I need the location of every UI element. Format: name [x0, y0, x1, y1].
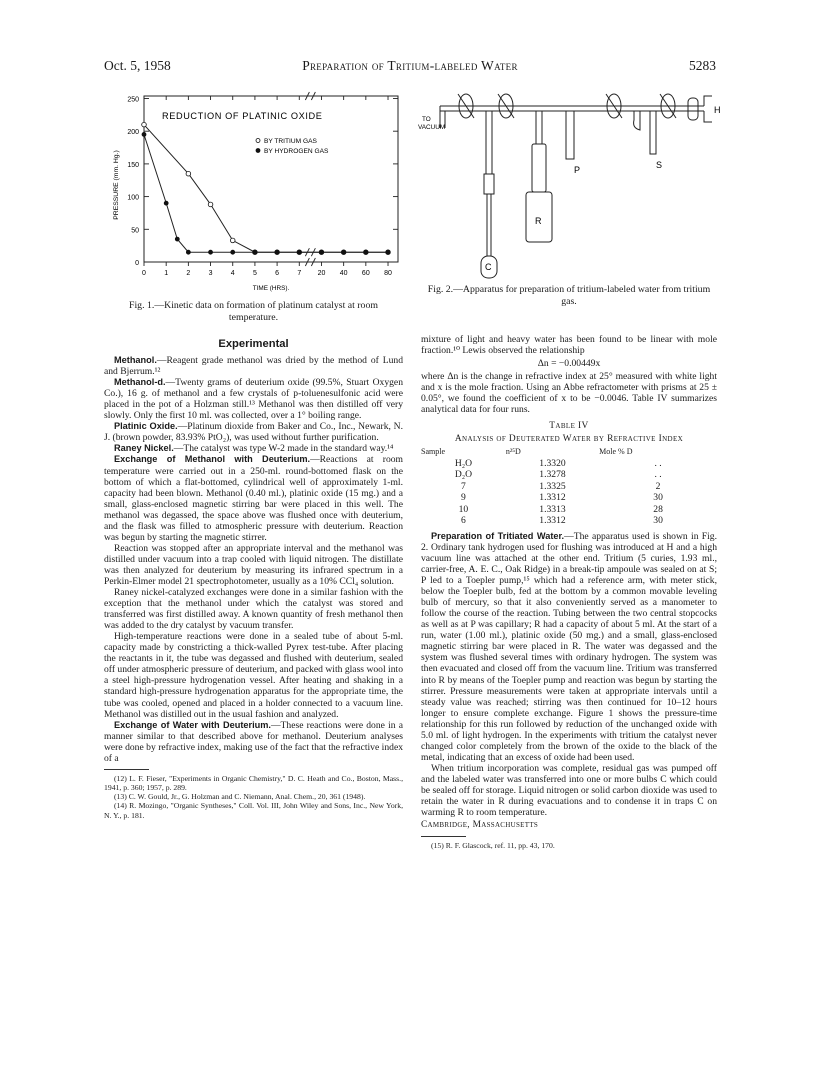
figure-1-caption: Fig. 1.—Kinetic data on formation of platinum catalyst at room temperature.: [129, 300, 378, 323]
paragraph-text: —The catalyst was type W-2 made in the standard way.¹⁴: [173, 443, 394, 455]
x-tick-label: 6: [275, 270, 280, 277]
to-vacuum-label-top: TO: [422, 116, 431, 123]
data-point-tritium: [186, 171, 191, 176]
h-valve-body: [688, 98, 698, 120]
data-point-hydrogen: [319, 250, 323, 254]
table-row: [421, 504, 717, 516]
p-branch: [566, 111, 574, 159]
table-cell-sample: 6: [461, 515, 466, 527]
figure-2-caption: Fig. 2.—Apparatus for preparation of tritium-labeled water from tritium gas.: [427, 284, 711, 307]
legend-label-tritium: BY TRITIUM GAS: [264, 138, 317, 145]
r-joint: [532, 144, 546, 192]
paragraph-reaction-stopped: [104, 543, 403, 587]
paragraph-text: —Reagent grade methanol was dried by the method of Lund and Bjerrum.¹²: [104, 355, 403, 378]
figure-2-apparatus-diagram: [418, 84, 722, 280]
run-in-head: Exchange of Water with Deuterium.: [114, 719, 271, 730]
data-point-hydrogen: [275, 250, 279, 254]
right-text-column: [421, 334, 717, 850]
table-cell-mole-percent: 2: [655, 480, 661, 492]
to-vacuum-label-bottom: VACUUM: [418, 124, 446, 131]
x-tick-label: 60: [361, 270, 370, 277]
equation: Δn = −0.00449x: [537, 358, 601, 370]
main-manifold-line: [440, 106, 704, 111]
y-tick-label: 250: [127, 96, 139, 104]
data-point-hydrogen: [209, 250, 213, 254]
table-row: [421, 515, 717, 527]
run-in-head: Methanol-d.: [114, 377, 166, 388]
data-point-tritium: [142, 122, 147, 127]
r-branch: [536, 111, 542, 144]
paragraph-high-temperature: [104, 631, 403, 719]
header-date: Oct. 5, 1958: [104, 58, 171, 73]
data-point-tritium: [230, 238, 235, 243]
table-header-index: n²⁵D: [505, 447, 521, 457]
table-row: [421, 458, 717, 470]
x-axis-label: TIME (HRS).: [252, 285, 290, 292]
paragraph-text: Reaction was stopped after an appropriate interval and the methanol was distilled under vacuum into a trap cooled with liquid nitrogen. The distillate was then analyzed for deuterium by measuring its infrared spectrum in a Perkin-Elmer model 21 spectrophotometer, usually as a 10% CCl₄ solution.: [104, 542, 403, 587]
paragraph-methanol-d: [104, 377, 403, 421]
table-cell-index: 1.3278: [539, 469, 566, 481]
running-header: [104, 58, 716, 76]
institution-place: Cambridge, Massachusetts: [421, 820, 539, 831]
table-cell-index: 1.3325: [539, 480, 566, 492]
x-tick-label: 0: [142, 270, 146, 277]
paragraph-text: —These reactions were done in a manner similar to that described above for methanol. Deuterium analyses were done by refractive index, making use of the fact that the refractive index of a: [104, 719, 403, 764]
run-in-head: Methanol.: [114, 355, 157, 366]
footnote-12: (12) L. F. Fieser, "Experiments in Organic Chemistry," D. C. Heath and Co., Boston, Mass., 1941, p. 360; 1957, p. 289.: [104, 773, 403, 792]
footnote-rule: [104, 769, 149, 770]
h-branch-bulb: [634, 111, 640, 130]
data-point-hydrogen: [386, 250, 390, 254]
table-cell-mole-percent: . .: [654, 457, 662, 469]
data-point-hydrogen: [231, 250, 235, 254]
run-in-head: Exchange of Methanol with Deuterium.: [114, 454, 311, 465]
paragraph-text: —The apparatus used is shown in Fig. 2. Ordinary tank hydrogen used for flushing was introduced at H and a high vacuum line was attached at the other end. Tritium (5 curies, 1.93 ml., carrier-free, A. E. C., Oak Ridge) in a break-tip ampoule was sealed on at S; P led to a Toepler pump,¹⁵ which had a reference arm, with meter stick, below the Toepler bulb, fed at the bottom by a common movable leveling bulb of mercury, so that it also conveniently served as a manometer to follow the course of the reaction. Tubing between the two central stopcocks as well as at P was capillary; R had a capacity of about 5 ml. At the start of a run, water (1.00 ml.), platinic oxide (50 mg.) and a small, glass-enclosed magnetic stirring bar were placed in R. The water was degassed and the system was flushed several times with ordinary hydrogen. The system was then evacuated and closed off from the vacuum line. Tritium was transferred into R by means of the Toepler pump and reaction was begun by starting the stirrer. Pressure measurements were taken at appropriate intervals until a steady value was reached; stirring was then continued for 10–12 hours longer to ensure complete exchange. Figure 1 shows the pressure-time relationship for this run followed by reduction of the unchanged oxide with 5.0 ml. of light hydrogen. In the experiments with tritium the catalyst never changed color completely from the brown of the oxide to the black of the metal, indicating that an excess of oxide had been used.: [421, 530, 717, 763]
legend-marker-hydrogen: [256, 149, 260, 153]
paragraph-text: —Platinum dioxide from Baker and Co., Inc., Newark, N. J. (brown powder, 83.93% PtO₂), was used without further purification.: [104, 421, 403, 444]
table-cell-sample: 7: [461, 480, 466, 492]
table-cell-index: 1.3313: [539, 503, 566, 515]
x-tick-label: 3: [208, 270, 213, 277]
table-cell-sample: D₂O: [454, 469, 473, 481]
x-tick-label: 80: [384, 270, 392, 277]
table-row: [421, 481, 717, 493]
data-point-hydrogen: [175, 237, 179, 241]
table-cell-mole-percent: 28: [653, 503, 663, 515]
table-cell-index: 1.3320: [539, 457, 566, 469]
table-header-row: [421, 446, 717, 458]
table-iv: [421, 446, 717, 527]
table-caption: Table IV: [549, 421, 589, 432]
y-tick-label: 100: [127, 194, 139, 202]
paragraph-methanol: [104, 355, 403, 377]
label-c: C: [485, 262, 492, 272]
x-tick-label: 7: [297, 270, 302, 277]
run-in-head: Preparation of Tritiated Water.: [431, 530, 565, 541]
table-header-mole-percent: Mole % D: [599, 447, 633, 457]
table-cell-sample: 9: [461, 492, 466, 504]
paragraph-exchange-water: [104, 720, 403, 764]
x-tick-label: 40: [339, 270, 348, 277]
paragraph-raney-exchanges: [104, 587, 403, 631]
table-cell-sample: 10: [458, 503, 469, 515]
paragraph-raney-nickel: [104, 443, 403, 454]
paragraph-text: —Twenty grams of deuterium oxide (99.5%, Stuart Oxygen Co.), 16 g. of methanol and a few crystals of p-toluenesulfonic acid were placed in the pot of a Holzman still.¹³ Methanol was then distilled off very slowly. Only the first 10 ml. was collected, over a 1° boiling range.: [104, 377, 403, 422]
legend-marker-tritium: [256, 139, 260, 143]
label-r: R: [535, 216, 542, 226]
footnote-14: (14) R. Mozingo, "Organic Syntheses," Coll. Vol. III, John Wiley and Sons, Inc., New York, N. Y., p. 181.: [104, 801, 403, 820]
figure-1-chart: [104, 84, 404, 298]
left-text-column: [104, 339, 403, 820]
data-point-hydrogen: [142, 132, 146, 136]
x-tick-label: 20: [317, 270, 326, 277]
run-in-head: Platinic Oxide.: [114, 421, 178, 432]
y-tick-label: 150: [127, 161, 139, 169]
table-cell-mole-percent: . .: [654, 469, 662, 481]
paragraph-text: High-temperature reactions were done in a sealed tube of about 5-ml. capacity made by constricting a thick-walled Pyrex test-tube. After placing the reactants in it, the tube was degassed and flushed with deuterium, sealed off under atmospheric pressure of deuterium, and packed with glass wool into a steel high-pressure hydrogenation vessel. After heating and shaking in a standard high-pressure hydrogenation apparatus for the appropriate time, the tube was cooled, opened and placed in a holder connected to a vacuum line. Methanol was distilled out in the usual fashion and analyzed.: [104, 631, 403, 720]
y-tick-label: 200: [127, 129, 139, 137]
paragraph-refractive-index: where Δn is the change in refractive index at 25° measured with white light and x is the mole fraction. Using an Abbe refractometer with prisms at 25 ± 0.05°, we found the coefficient of x to be −0.0046. Table IV summarizes analytical data for four runs.: [421, 371, 717, 416]
table-cell-index: 1.3312: [539, 515, 566, 527]
table-cell-sample: H₂O: [454, 457, 473, 469]
paragraph-preparation: [421, 531, 717, 763]
table-cell-index: 1.3312: [539, 492, 566, 504]
table-header-sample: Sample: [421, 447, 445, 457]
table-title: Analysis of Deuterated Water by Refractive Index: [454, 434, 684, 445]
paragraph-text: Raney nickel-catalyzed exchanges were done in a similar fashion with the exception that the methanol under which the catalyst was stored and transferred was first distilled away. A known quantity of fresh methanol then was added to the dry catalyst by vacuum transfer.: [104, 587, 403, 632]
chart-title: REDUCTION OF PLATINIC OXIDE: [162, 111, 323, 121]
s-branch: [650, 111, 656, 154]
paragraph-text: —Reactions at room temperature were carried out in a 250-ml. round-bottomed flask on the bottom of which a flat-bottomed, cylindrical well of approximately 1-ml. capacity had been blown. Methanol (0.40 ml.), platinic oxide (15 mg.) and a small, glass-enclosed magnetic stirring bar were placed in this well. The methanol was degassed, the space above was flushed once with deuterium, and the flask was filled to atmospheric pressure with deuterium. Reaction was begun by starting the magnetic stirrer.: [104, 454, 404, 543]
paragraph-exchange-methanol: [104, 454, 403, 542]
footnote-15: (15) R. F. Glascock, ref. 11, pp. 43, 170.: [431, 841, 555, 851]
paragraph-linear-mixture: mixture of light and heavy water has been found to be linear with mole fraction.¹⁰ Lewis observed the relationship: [421, 334, 717, 357]
paragraph-platinic-oxide: [104, 421, 403, 443]
table-row: [421, 492, 717, 504]
footnote-13: (13) C. W. Gould, Jr., G. Holzman and C. Niemann, Anal. Chem., 20, 361 (1948).: [114, 792, 366, 802]
data-point-hydrogen: [253, 250, 257, 254]
table-cell-mole-percent: 30: [653, 492, 663, 504]
x-tick-label: 2: [186, 270, 191, 277]
y-axis-label: PRESSURE (mm. Hg.): [113, 150, 120, 220]
table-cell-mole-percent: 30: [653, 515, 663, 527]
c-tube: [484, 111, 494, 256]
x-tick-label: 4: [230, 270, 235, 277]
label-p: P: [574, 165, 581, 175]
label-s: S: [656, 160, 663, 170]
y-tick-label: 50: [131, 227, 139, 235]
run-in-head: Raney Nickel.: [114, 443, 174, 454]
header-page-number: 5283: [689, 58, 716, 73]
data-point-hydrogen: [297, 250, 301, 254]
table-row: [421, 469, 717, 481]
paragraph-incorporation-complete: When tritium incorporation was complete, residual gas was pumped off and the labeled water was transferred into one or more bulbs C which could be sealed off for storage. Liquid nitrogen or solid carbon dioxide was used to retain the water in R during evacuations and to condense it in traps C on warming R to room temperature.: [421, 762, 717, 819]
h-inlet: [704, 96, 712, 122]
data-point-tritium: [208, 202, 213, 207]
legend-label-hydrogen: BY HYDROGEN GAS: [264, 148, 329, 155]
data-point-hydrogen: [342, 250, 346, 254]
y-tick-label: 0: [135, 260, 139, 267]
data-point-hydrogen: [364, 250, 368, 254]
label-h: H: [714, 105, 721, 115]
x-tick-label: 1: [164, 270, 169, 277]
experimental-heading: Experimental: [218, 338, 289, 350]
footnote-rule: [421, 836, 466, 837]
data-point-hydrogen: [186, 250, 190, 254]
data-point-hydrogen: [164, 201, 168, 205]
x-tick-label: 5: [252, 270, 257, 277]
header-title: Preparation of Tritium-labeled Water: [302, 58, 518, 73]
chart-legend: [256, 138, 329, 155]
